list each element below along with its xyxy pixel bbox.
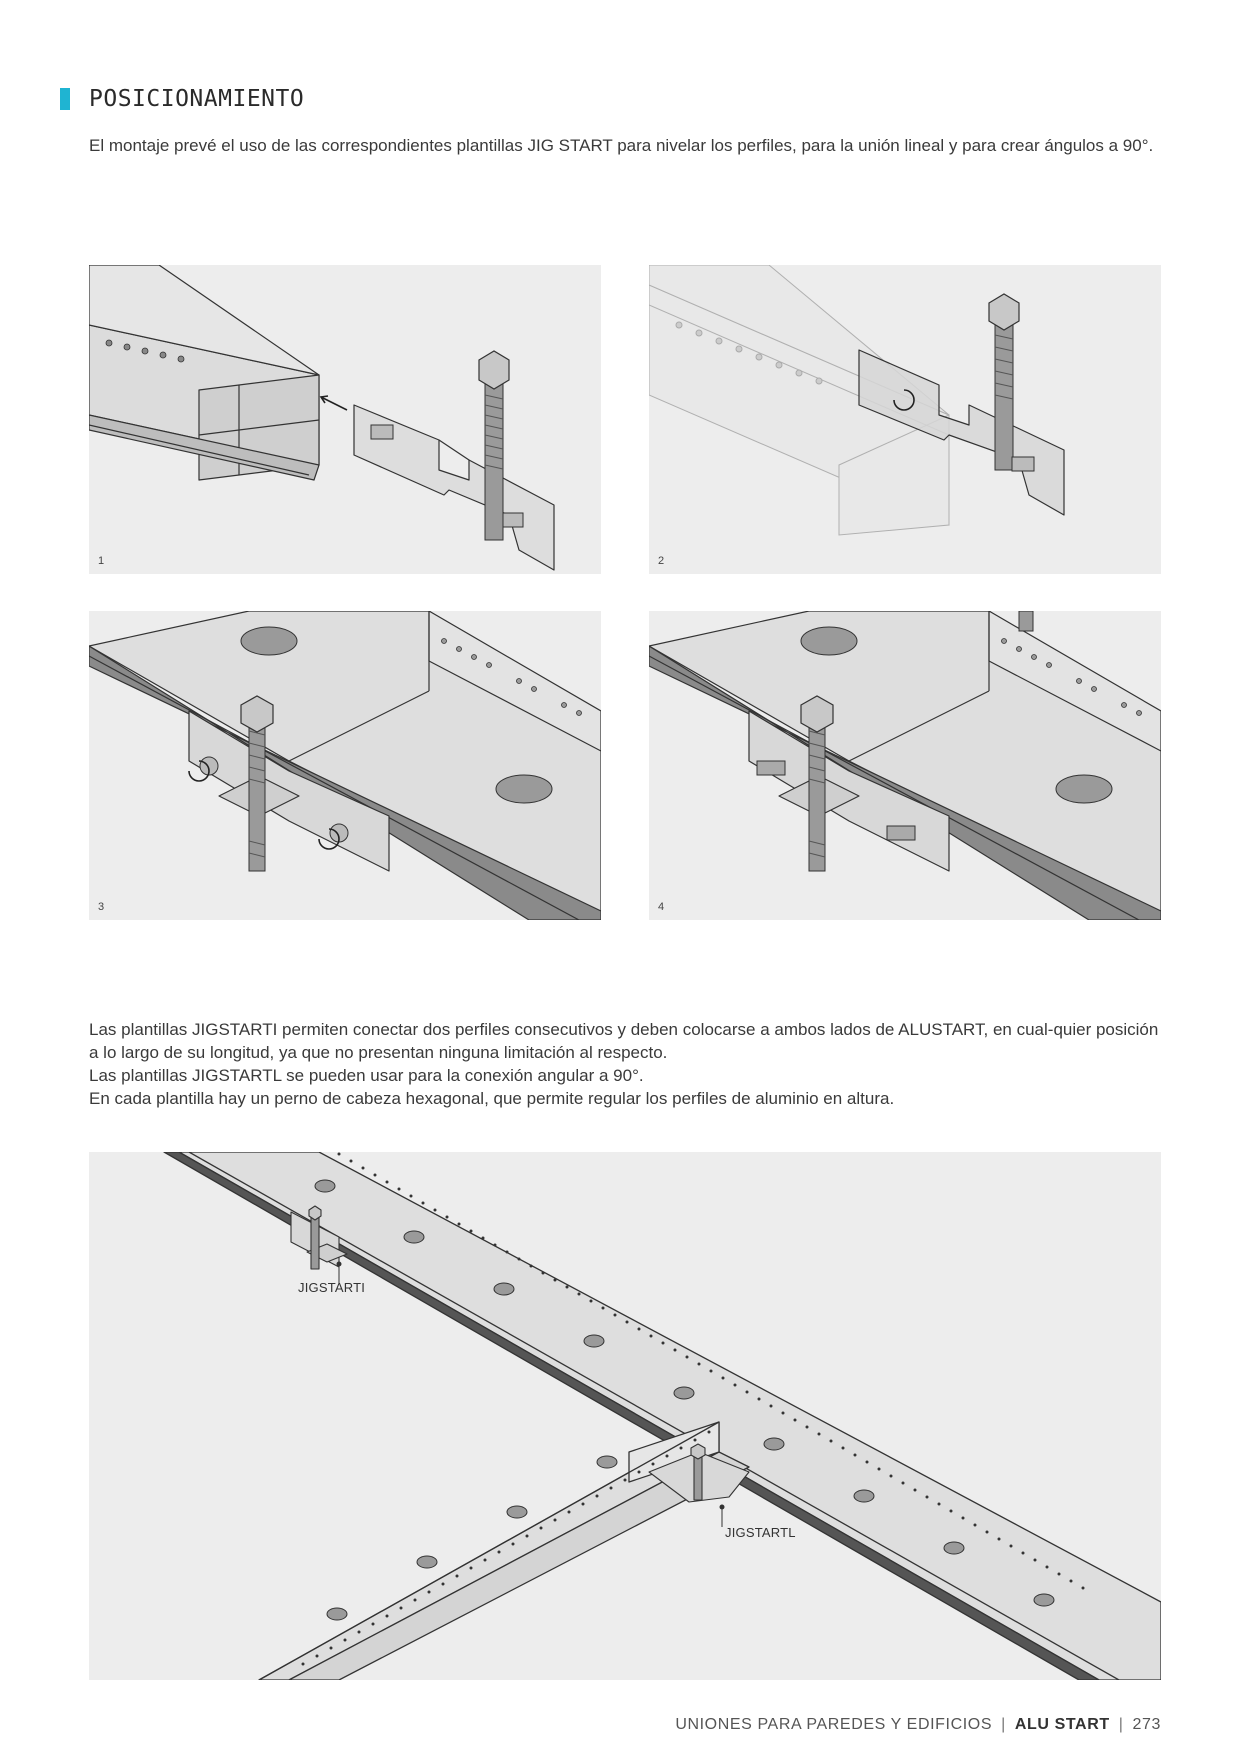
footer-separator: | (1001, 1716, 1006, 1733)
assembly-illustration (89, 1152, 1161, 1680)
footer-separator: | (1118, 1716, 1124, 1733)
figure-4-illustration (649, 611, 1161, 920)
footer-brand: ALU START (1014, 1716, 1110, 1733)
footer-section: UNIONES PARA PAREDES Y EDIFICIOS (675, 1716, 993, 1733)
description-line: Las plantillas JIGSTARTI permiten conectar dos perfiles consecutivos y deben colocarse a ambos lados de ALUSTART, en cual-quier posición a lo largo de su longitud, ya que no presentan ninguna limitación al respecto. (89, 1020, 1159, 1062)
figure-2 (649, 265, 1161, 574)
page-title: POSICIONAMIENTO (89, 86, 305, 112)
figure-3-illustration (89, 611, 601, 920)
intro-paragraph: El montaje prevé el uso de las correspondientes plantillas JIG START para nivelar los perfiles, para la unión lineal y para crear ángulos a 90°. (89, 136, 1154, 155)
figure-3 (89, 611, 601, 920)
description-line: En cada plantilla hay un perno de cabeza hexagonal, que permite regular los perfiles de aluminio en altura. (89, 1089, 895, 1108)
section-heading (60, 86, 304, 112)
page-number: 273 (1132, 1716, 1161, 1733)
figure-number: 3 (98, 901, 105, 913)
figure-number: 4 (658, 901, 665, 913)
figure-1-illustration (89, 265, 601, 574)
figure-4 (649, 611, 1161, 920)
figure-number: 1 (98, 555, 105, 567)
figure-number: 2 (658, 555, 665, 567)
page-footer (675, 1716, 1161, 1734)
description-paragraph (89, 1018, 1161, 1110)
accent-bar (60, 88, 70, 110)
description-line: Las plantillas JIGSTARTL se pueden usar para la conexión angular a 90°. (89, 1066, 644, 1085)
jigstarti-label: JIGSTARTI (298, 1280, 366, 1295)
figure-2-illustration (649, 265, 1161, 574)
figure-1 (89, 265, 601, 574)
assembly-drawing (89, 1152, 1161, 1680)
jigstartl-label: JIGSTARTL (725, 1525, 796, 1540)
